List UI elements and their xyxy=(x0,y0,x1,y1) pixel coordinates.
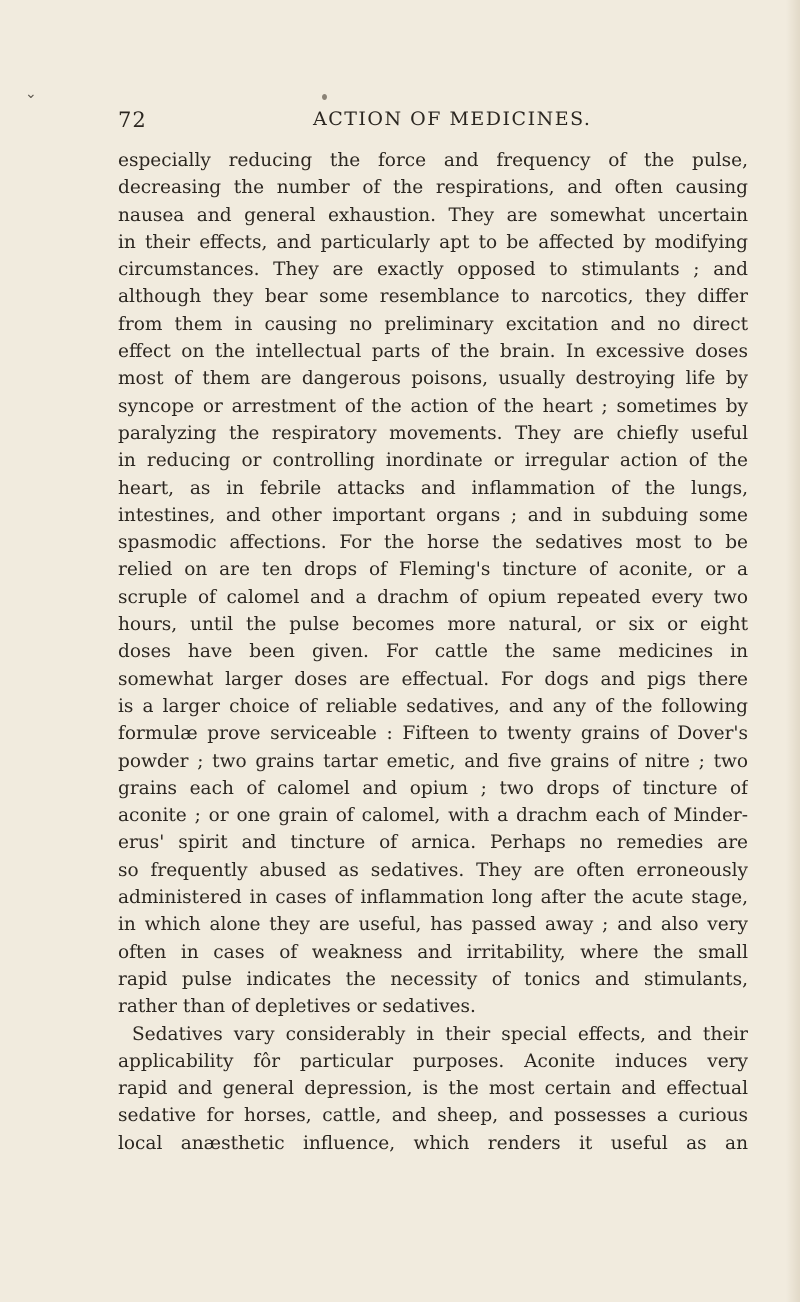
text-line: especially reducing the force and frequency of the pulse, xyxy=(118,150,748,171)
text-line: nausea and general exhaustion. They are somewhat uncertain xyxy=(118,204,748,226)
text-line: rapid pulse indicates the necessity of tonics and stimulants, xyxy=(118,968,748,990)
text-line: in which alone they are useful, has passed away ; and also very xyxy=(118,914,748,936)
text-line: relied on are ten drops of Fleming's tincture of aconite, or a xyxy=(118,559,748,581)
text-line: is a larger choice of reliable sedatives, and any of the following xyxy=(118,695,748,717)
text-line: powder ; two grains tartar emetic, and five grains of nitre ; two xyxy=(118,750,748,772)
paragraph-end-line: rather than of depletives or sedatives. xyxy=(118,996,476,1018)
running-head xyxy=(118,108,748,138)
text-line: erus' spirit and tincture of arnica. Perhaps no remedies are xyxy=(118,832,748,854)
text-line: intestines, and other important organs ; and in subduing some xyxy=(118,504,748,526)
page-edge-shadow xyxy=(786,0,800,1302)
text-line: administered in cases of inflammation long after the acute stage, xyxy=(118,887,748,909)
text-line: so frequently abused as sedatives. They are often erroneously xyxy=(118,859,748,881)
text-line: most of them are dangerous poisons, usually destroying life by xyxy=(118,368,748,390)
ink-dot xyxy=(322,94,327,100)
margin-ink-mark: ⌄ xyxy=(25,86,37,102)
text-line: local anæsthetic influence, which renders it useful as an xyxy=(118,1132,748,1154)
text-line: doses have been given. For cattle the same medicines in xyxy=(118,641,748,663)
text-line: sedative for horses, cattle, and sheep, and possesses a curious xyxy=(118,1105,748,1127)
text-line: grains each of calomel and opium ; two drops of tincture of xyxy=(118,777,748,799)
text-line: in their effects, and particularly apt to be affected by modifying xyxy=(118,231,748,253)
text-line: aconite ; or one grain of calomel, with a drachm each of Minder- xyxy=(118,805,748,827)
text-line: although they bear some resemblance to narcotics, they differ xyxy=(118,286,748,308)
text-line: paralyzing the respiratory movements. They are chiefly useful xyxy=(118,422,748,444)
page-number: 72 xyxy=(118,108,147,132)
text-line: decreasing the number of the respirations, and often causing xyxy=(118,177,748,199)
text-line: scruple of calomel and a drachm of opium repeated every two xyxy=(118,586,748,608)
text-line: heart, as in febrile attacks and inflammation of the lungs, xyxy=(118,477,748,499)
page-title: ACTION OF MEDICINES. xyxy=(313,108,592,130)
text-line: spasmodic affections. For the horse the sedatives most to be xyxy=(118,532,748,554)
text-line: formulæ prove serviceable : Fifteen to twenty grains of Dover's xyxy=(118,723,748,745)
text-line: effect on the intellectual parts of the brain. In excessive doses xyxy=(118,341,748,363)
text-line: circumstances. They are exactly opposed to stimulants ; and xyxy=(118,259,748,281)
text-line: from them in causing no preliminary excitation and no direct xyxy=(118,313,748,335)
text-line: often in cases of weakness and irritability, where the small xyxy=(118,941,748,963)
text-line: somewhat larger doses are effectual. For dogs and pigs there xyxy=(118,668,748,690)
text-line: rapid and general depression, is the most certain and effectual xyxy=(118,1078,748,1100)
paragraph-start-line: Sedatives vary considerably in their special effects, and their xyxy=(132,1023,748,1045)
text-line: applicability fôr particular purposes. Aconite induces very xyxy=(118,1050,748,1072)
text-line: syncope or arrestment of the action of the heart ; sometimes by xyxy=(118,395,748,417)
text-line: in reducing or controlling inordinate or irregular action of the xyxy=(118,450,748,472)
body-text xyxy=(118,147,748,1157)
text-line: hours, until the pulse becomes more natural, or six or eight xyxy=(118,614,748,636)
